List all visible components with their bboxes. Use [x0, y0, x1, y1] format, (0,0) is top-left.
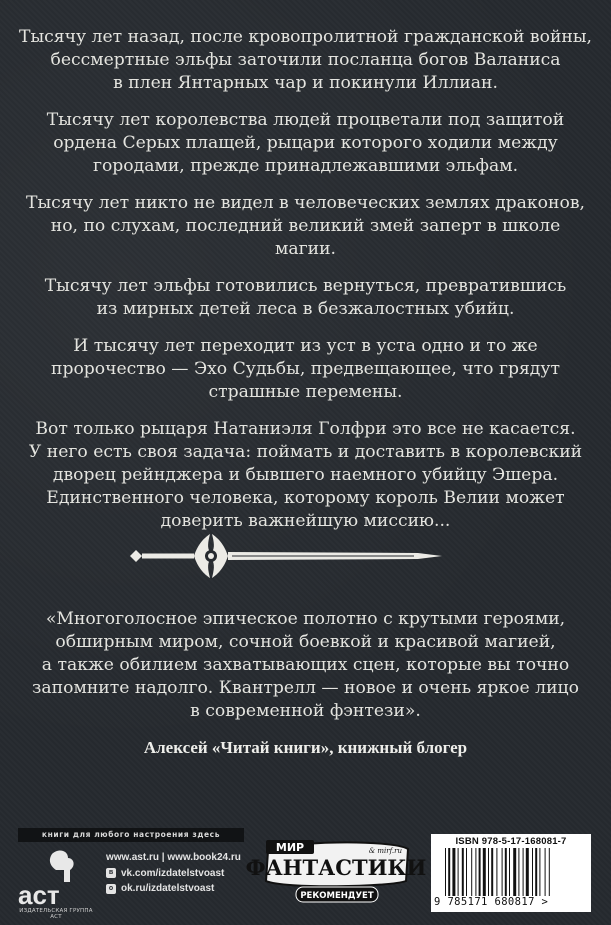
badge-top-text: МИР	[275, 841, 305, 854]
quote-line: «Многоголосное эпическое полотно с крутыми героями,	[45, 609, 566, 629]
websites-text: www.ast.ru | www.book24.ru	[106, 852, 241, 863]
publisher-tagline: книги для любого настроения здесь	[18, 828, 244, 842]
blurb-paragraph	[18, 418, 593, 533]
blurb-line: Тысячу лет назад, после кровопролитной гражданской войны,	[18, 27, 593, 47]
blurb-line: дворец рейнджера и бывшего наемного убийцу Эшера.	[52, 465, 559, 485]
blurb-paragraph	[18, 275, 593, 321]
review-quote	[28, 608, 583, 723]
quote-line: запомните надолго. Квантрелл — новое и очень яркое лицо	[32, 678, 579, 698]
blurb-paragraph	[18, 192, 593, 261]
badge-main-text: ФАНТАСТИКИ	[245, 855, 427, 880]
blurb-paragraph	[18, 335, 593, 404]
odnoklassniki-icon: о	[106, 884, 116, 894]
publisher-links	[106, 850, 241, 897]
blurb-paragraph	[18, 26, 593, 95]
blurb-line: У него есть своя задача: поймать и доставить в королевский	[28, 442, 583, 462]
blurb-line: пророчество — Эхо Судьбы, предвещающее, что грядут	[50, 359, 560, 379]
isbn-barcode-block	[431, 834, 591, 912]
ok-text: ok.ru/izdatelstvoast	[121, 883, 215, 894]
barcode-digits: 9 785171 680817 >	[434, 896, 549, 908]
blurb-line: ордена Серых плащей, рыцари которого ходили между	[53, 133, 558, 153]
badge-corner-text: & mirf.ru	[368, 847, 402, 855]
blurb-line: И тысячу лет переходит из уст в уста одно и то же	[73, 336, 538, 356]
sword-icon	[128, 530, 444, 582]
blurb-line: в плен Янтарных чар и покинули Иллиан.	[113, 73, 498, 93]
isbn-text: ISBN 978-5-17-168081-7	[455, 836, 567, 847]
blurb-line: Вот только рыцаря Натаниэля Голфри это все не касается.	[35, 419, 576, 439]
blurb-line: Тысячу лет эльфы готовились вернуться, превратившись	[44, 276, 567, 296]
barcode-icon	[443, 848, 583, 896]
blurb	[18, 26, 593, 547]
publisher-logo-text: аст	[18, 880, 60, 910]
mir-fantastiki-badge	[245, 837, 427, 905]
blurb-line: Тысячу лет никто не видел в человеческих землях драконов,	[26, 193, 585, 213]
quote-line: а также обилием захватывающих сцен, которые вы точно	[41, 655, 570, 675]
vk-text: vk.com/izdatelstvoast	[121, 867, 225, 879]
ast-logo-icon	[14, 848, 90, 908]
footer	[0, 820, 611, 925]
blurb-paragraph	[18, 109, 593, 178]
blurb-line: из мирных детей леса в безжалостных убийц.	[96, 299, 515, 319]
badge-bottom-text: РЕКОМЕНДУЕТ	[300, 891, 374, 901]
publisher-subtitle: ИЗДАТЕЛЬСКАЯ ГРУППА АСТ	[19, 908, 93, 920]
blurb-line: но, по слухам, последний великий змей заперт в школе магии.	[50, 216, 561, 259]
vk-link[interactable]	[106, 866, 241, 882]
quote-author: Алексей «Читай книги», книжный блогер	[143, 738, 468, 757]
quote-line: в современной фэнтези».	[190, 701, 421, 721]
blurb-line: Тысячу лет королевства людей процветали под защитой	[46, 110, 565, 130]
blurb-line: бессмертные эльфы заточили посланца богов Валаниса	[50, 50, 561, 70]
blurb-line: городами, прежде принадлежавшими эльфам.	[92, 156, 519, 176]
blurb-line: страшные перемены.	[208, 382, 403, 402]
ok-link[interactable]	[106, 881, 241, 897]
quote-line: обширным миром, сочной боевкой и красивой магией,	[55, 632, 556, 652]
blurb-line: доверить важнейшую миссию...	[160, 511, 451, 531]
websites-link[interactable]	[106, 850, 241, 866]
vk-icon: в	[106, 868, 116, 878]
blurb-line: Единственного человека, которому король Велии может	[46, 488, 565, 508]
